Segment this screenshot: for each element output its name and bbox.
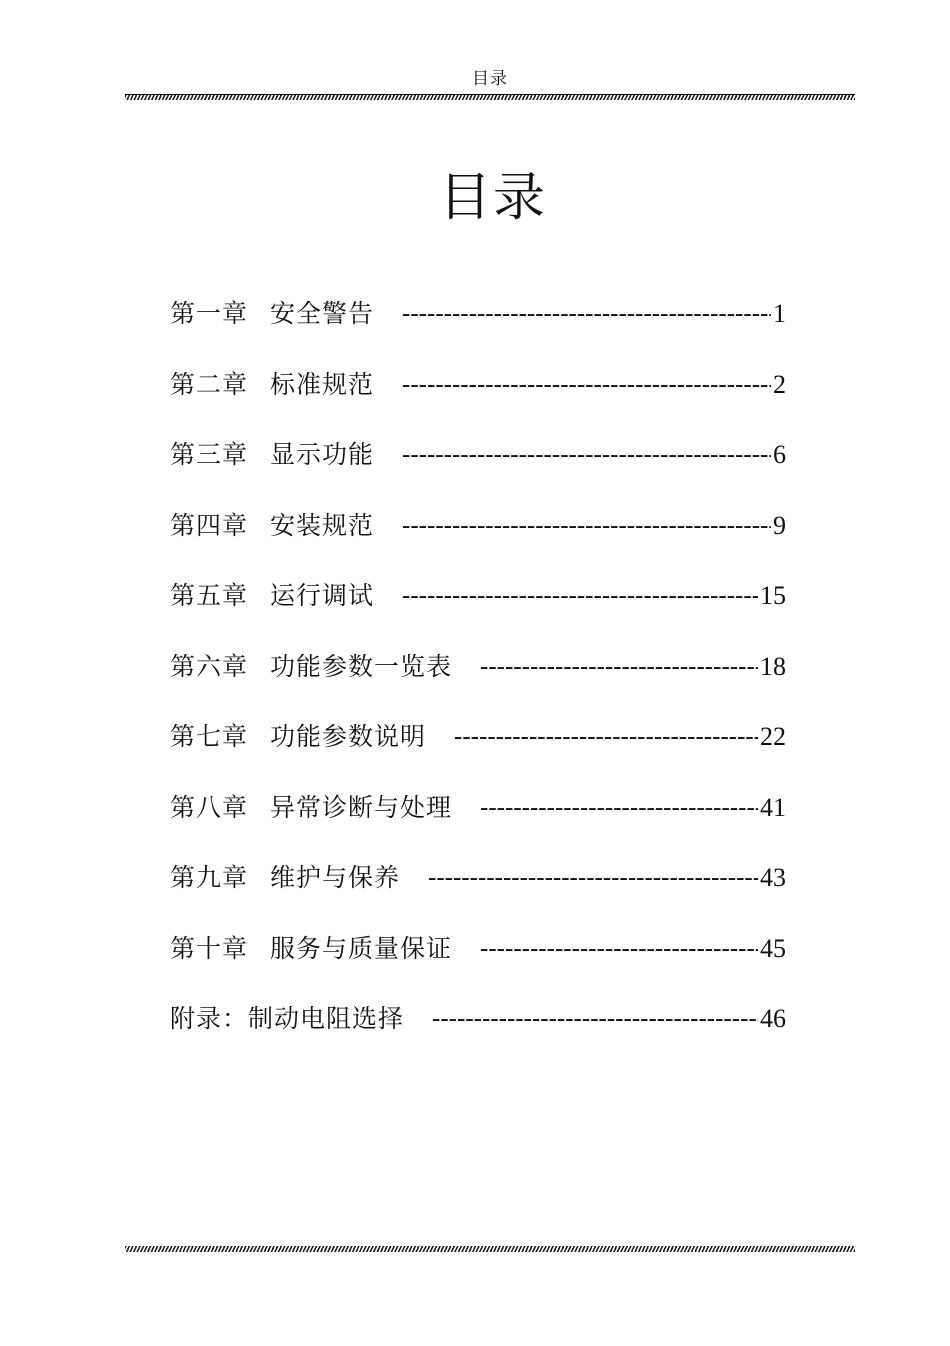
toc-topic: 安全警告 xyxy=(270,299,375,328)
toc-chapter: 第六章 xyxy=(170,651,249,681)
toc-page-number: 46 xyxy=(760,1004,786,1033)
toc-topic: 服务与质量保证 xyxy=(270,933,453,963)
toc-page-number: 43 xyxy=(760,863,786,892)
toc-leader-dots xyxy=(402,296,771,332)
toc-topic: 异常诊断与处理 xyxy=(270,792,453,822)
toc-entry[interactable] xyxy=(170,367,786,438)
toc-chapter: 第五章 xyxy=(170,581,249,610)
page-title: 目录 xyxy=(438,168,547,228)
toc-entry[interactable] xyxy=(170,790,786,861)
footer-rule xyxy=(125,1246,855,1252)
toc-entry[interactable] xyxy=(170,719,786,790)
toc-page-number: 2 xyxy=(773,369,786,399)
toc-entry[interactable] xyxy=(170,1001,786,1072)
toc-chapter: 第七章 xyxy=(170,722,249,751)
toc-topic: 维护与保养 xyxy=(270,863,401,892)
toc-page-number: 18 xyxy=(760,651,786,681)
toc-entry[interactable] xyxy=(170,931,786,1002)
toc-topic: 制动电阻选择 xyxy=(248,1004,405,1033)
toc-topic: 安装规范 xyxy=(270,510,375,540)
toc-chapter: 第一章 xyxy=(170,299,249,328)
table-of-contents xyxy=(170,296,786,1072)
header-rule xyxy=(125,94,855,100)
toc-topic: 标准规范 xyxy=(270,369,375,399)
running-header: 目录 xyxy=(472,69,508,89)
toc-entry[interactable] xyxy=(170,649,786,720)
toc-leader-dots xyxy=(454,719,758,755)
toc-chapter: 第二章 xyxy=(170,369,249,399)
toc-leader-dots xyxy=(402,437,771,473)
toc-entry[interactable] xyxy=(170,860,786,931)
toc-entry[interactable] xyxy=(170,437,786,508)
toc-leader-dots xyxy=(480,790,758,826)
toc-page-number: 41 xyxy=(760,792,786,822)
toc-page-number: 6 xyxy=(773,440,786,469)
toc-entry[interactable] xyxy=(170,508,786,579)
toc-leader-dots xyxy=(402,578,758,614)
toc-leader-dots xyxy=(480,931,758,967)
toc-leader-dots xyxy=(402,367,771,403)
toc-leader-dots xyxy=(402,508,771,544)
toc-entry[interactable] xyxy=(170,296,786,367)
toc-chapter: 第八章 xyxy=(170,792,249,822)
toc-page-number: 9 xyxy=(773,510,786,540)
toc-chapter: 第九章 xyxy=(170,863,249,892)
toc-leader-dots xyxy=(480,649,758,685)
toc-topic: 运行调试 xyxy=(270,581,375,610)
toc-leader-dots xyxy=(428,860,758,896)
toc-topic: 显示功能 xyxy=(270,440,375,469)
toc-chapter: 第四章 xyxy=(170,510,249,540)
toc-topic: 功能参数说明 xyxy=(270,722,427,751)
toc-leader-dots xyxy=(432,1001,758,1037)
toc-page-number: 45 xyxy=(760,933,786,963)
toc-page-number: 1 xyxy=(773,299,786,328)
toc-entry[interactable] xyxy=(170,578,786,649)
toc-page-number: 15 xyxy=(760,581,786,610)
toc-chapter: 附录： xyxy=(170,1004,249,1033)
toc-chapter: 第三章 xyxy=(170,440,249,469)
toc-chapter: 第十章 xyxy=(170,933,249,963)
toc-page-number: 22 xyxy=(760,722,786,751)
toc-topic: 功能参数一览表 xyxy=(270,651,453,681)
